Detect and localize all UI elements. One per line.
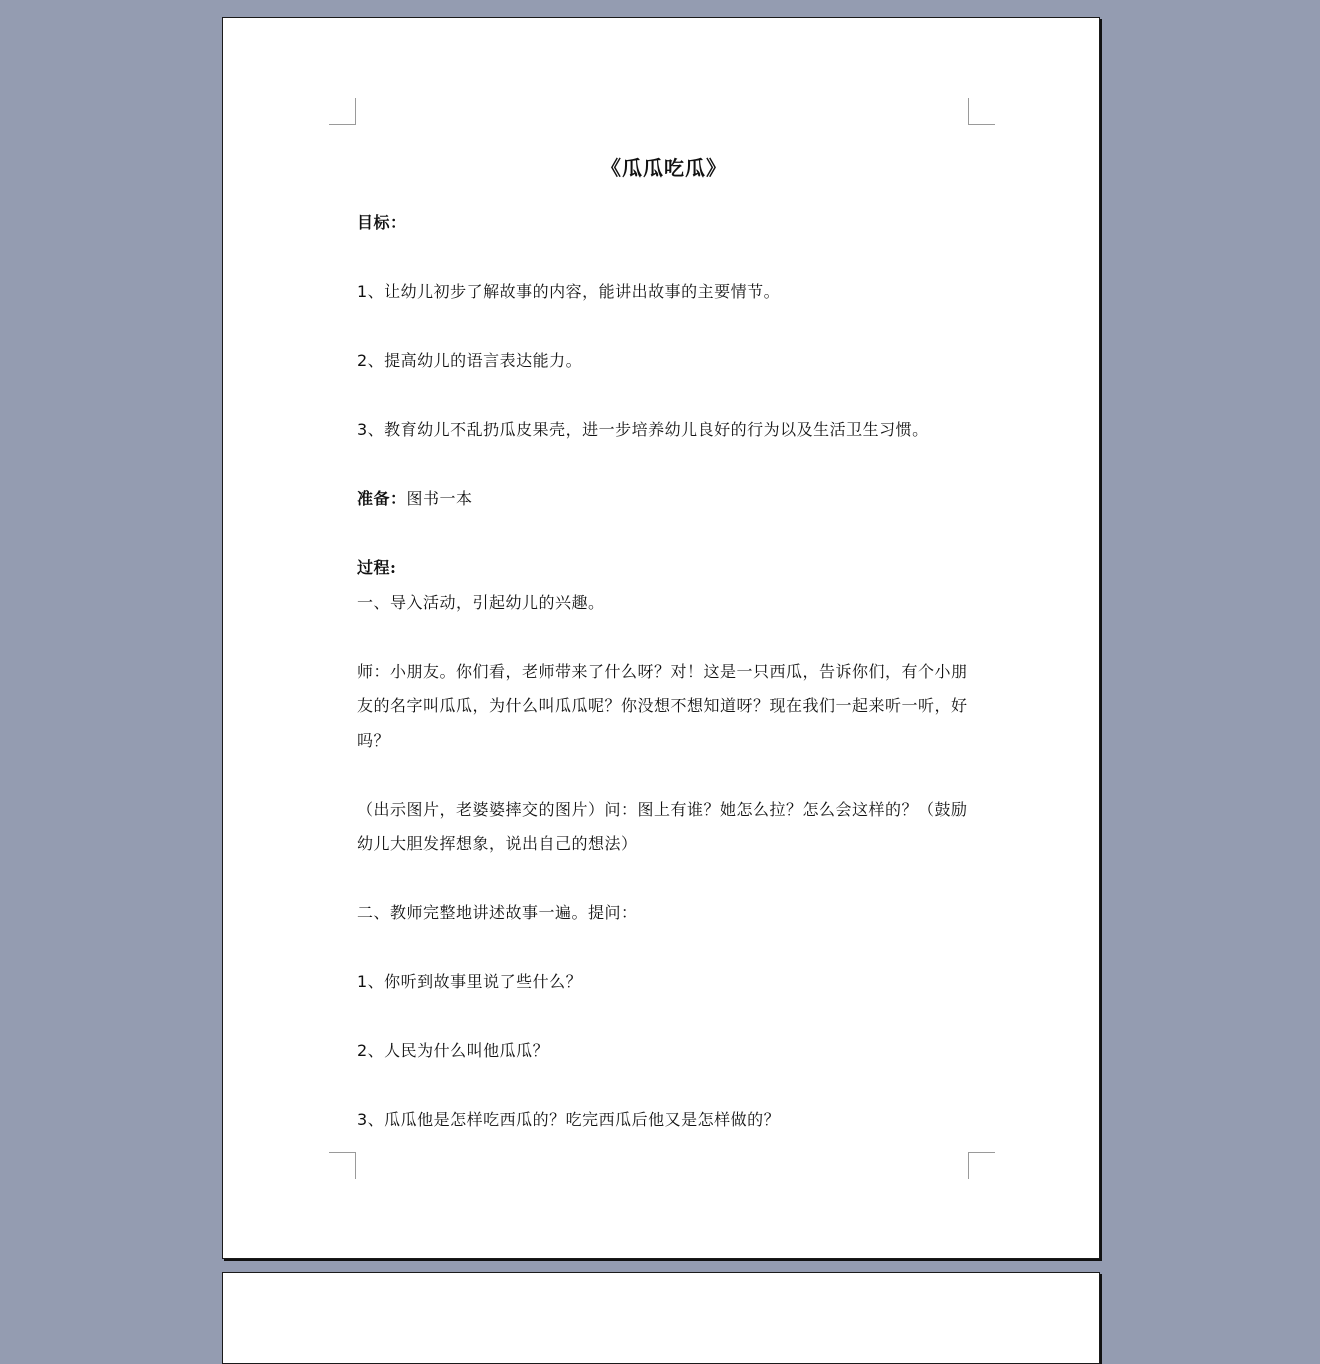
goal-item-2: 2、提高幼儿的语言表达能力。 — [357, 351, 583, 370]
margin-mark-bottom-left — [329, 1152, 356, 1179]
question-item-1: 1、你听到故事里说了些什么？ — [357, 972, 583, 991]
document-title: 《瓜瓜吃瓜》 — [601, 156, 727, 180]
step-2: 二、教师完整地讲述故事一遍。提问： — [357, 903, 638, 922]
page-content — [357, 148, 971, 1138]
margin-mark-top-right — [968, 98, 995, 125]
document-page-1 — [222, 17, 1100, 1259]
goal-item-3: 3、教育幼儿不乱扔瓜皮果壳，进一步培养幼儿良好的行为以及生活卫生习惯。 — [357, 420, 929, 439]
question-item-2: 2、人民为什么叫他瓜瓜？ — [357, 1041, 550, 1060]
preparation-value: 图书一本 — [406, 489, 473, 508]
preparation-line — [357, 482, 971, 517]
margin-mark-bottom-right — [968, 1152, 995, 1179]
step-1: 一、导入活动，引起幼儿的兴趣。 — [357, 592, 605, 612]
preparation-label: 准备： — [357, 489, 407, 508]
picture-question-paragraph: （出示图片，老婆婆摔交的图片）问：图上有谁？她怎么拉？怎么会这样的？（鼓励幼儿大胆发挥想象，说出自己的想法） — [357, 799, 968, 853]
teacher-speech-paragraph: 师：小朋友。你们看，老师带来了什么呀？对！这是一只西瓜，告诉你们，有个小朋友的名字叫瓜瓜，为什么叫瓜瓜呢？你没想不想知道呀？现在我们一起来听一听，好吗？ — [357, 661, 968, 750]
goal-item-1: 1、让幼儿初步了解故事的内容，能讲出故事的主要情节。 — [357, 282, 781, 301]
process-heading: 过程: — [357, 558, 397, 577]
question-item-3: 3、瓜瓜他是怎样吃西瓜的？吃完西瓜后他又是怎样做的？ — [357, 1110, 781, 1129]
document-page-2 — [222, 1272, 1100, 1364]
margin-mark-top-left — [329, 98, 356, 125]
goal-heading: 目标： — [357, 213, 407, 232]
